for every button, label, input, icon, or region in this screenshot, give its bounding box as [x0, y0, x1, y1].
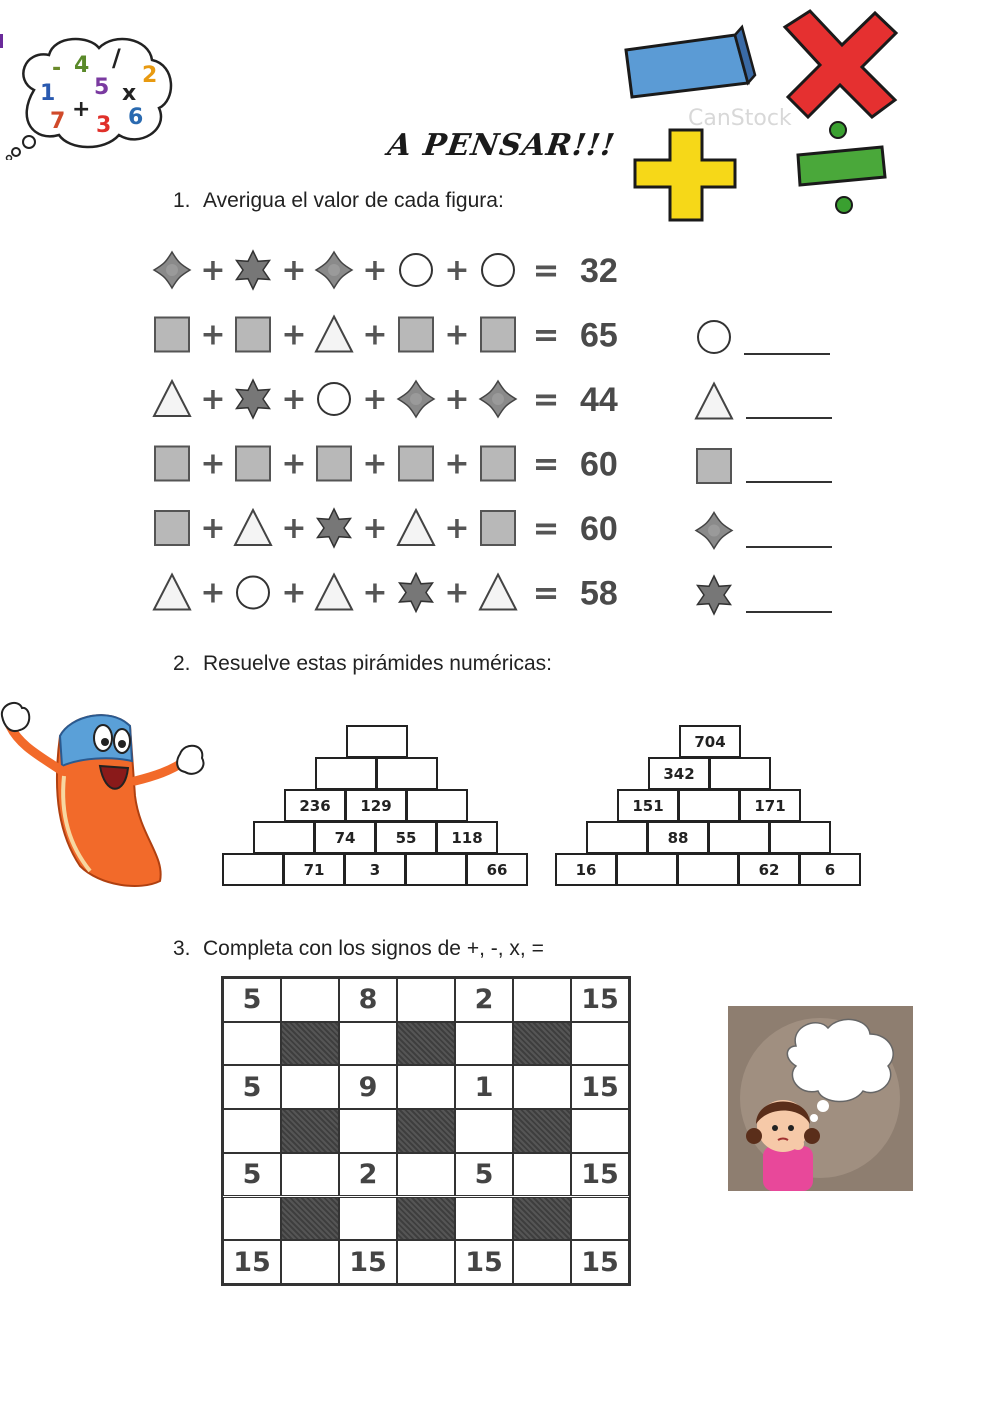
equals-sign: = — [532, 380, 560, 418]
star-icon — [400, 574, 433, 612]
answer-blank-square[interactable] — [746, 479, 832, 483]
exercise-2-instruction: Resuelve estas pirámides numéricas: — [203, 652, 552, 675]
pyramid-cell[interactable] — [253, 821, 315, 854]
triangle-icon — [154, 575, 190, 610]
purple-edge-mark — [0, 34, 3, 48]
circle-icon — [237, 577, 269, 609]
grid-number-cell: 15 — [455, 1240, 513, 1284]
grid-shaded-cell — [281, 1197, 339, 1241]
plus-sign: + — [200, 446, 226, 482]
triangle-icon — [696, 384, 732, 419]
grid-number-cell: 15 — [571, 1065, 629, 1109]
grid-number-cell: 15 — [223, 1240, 281, 1284]
grid-sign-cell[interactable] — [513, 1065, 571, 1109]
grid-sign-cell[interactable] — [281, 978, 339, 1022]
plus-sign: + — [362, 317, 388, 353]
star-icon — [237, 251, 270, 289]
grid-shaded-cell — [513, 1197, 571, 1241]
minus-block-icon — [626, 27, 755, 97]
circle-icon — [400, 254, 432, 286]
plus-sign: + — [444, 446, 470, 482]
equation-row — [155, 316, 618, 355]
star-icon — [698, 576, 731, 614]
pyramid-cell: 129 — [345, 789, 407, 822]
digit-3: 3 — [96, 113, 112, 138]
square-icon — [155, 318, 189, 352]
circle-icon — [698, 321, 730, 353]
pyramid-cell[interactable] — [406, 789, 468, 822]
pyramid-cell: 118 — [436, 821, 498, 854]
grid-sign-cell[interactable] — [513, 1153, 571, 1197]
grid-number-cell: 2 — [339, 1153, 397, 1197]
digit-1: 1 — [40, 81, 56, 106]
girl-thinking-illustration — [728, 1006, 913, 1191]
digit-2: 2 — [142, 63, 158, 88]
square-icon — [155, 447, 189, 481]
plus-sign: + — [444, 575, 470, 611]
plus-sign: + — [200, 382, 226, 417]
digit-x: x — [122, 81, 137, 106]
grid-sign-cell[interactable] — [281, 1240, 339, 1284]
square-icon — [317, 447, 351, 481]
plus-sign: + — [362, 382, 388, 417]
pyramid-cell: 704 — [679, 725, 741, 758]
plus-sign: + — [444, 253, 470, 288]
grid-sign-cell[interactable] — [571, 1109, 629, 1153]
plus-sign: + — [200, 511, 226, 546]
plus-sign: + — [362, 511, 388, 546]
grid-number-cell: 9 — [339, 1065, 397, 1109]
grid-number-cell: 2 — [455, 978, 513, 1022]
pyramid-cell: 342 — [648, 757, 710, 790]
pyramid-cell[interactable] — [677, 853, 739, 886]
pyramid-cell[interactable] — [376, 757, 438, 790]
pyramid-cell[interactable] — [346, 725, 408, 758]
equation-result: 58 — [580, 574, 618, 613]
triangle-icon — [480, 575, 516, 610]
grid-number-cell: 15 — [571, 978, 629, 1022]
answer-blank-star[interactable] — [746, 609, 832, 613]
exercise-1-instruction: Averigua el valor de cada figura: — [203, 189, 504, 212]
grid-number-cell: 5 — [223, 1065, 281, 1109]
pyramid-cell[interactable] — [586, 821, 648, 854]
grid-number-cell: 15 — [571, 1240, 629, 1284]
grid-sign-cell[interactable] — [223, 1197, 281, 1241]
pyramid-cell[interactable] — [315, 757, 377, 790]
equation-result: 32 — [580, 252, 618, 290]
grid-sign-cell[interactable] — [223, 1022, 281, 1066]
plus-sign: + — [281, 317, 307, 353]
equation-row — [155, 445, 618, 484]
pyramid-cell: 16 — [555, 853, 617, 886]
plus-sign: + — [200, 317, 226, 353]
pyramid-cell: 236 — [284, 789, 346, 822]
plus-sign: + — [444, 511, 470, 546]
grid-sign-cell[interactable] — [397, 1240, 455, 1284]
pyramid-cell[interactable] — [709, 757, 771, 790]
square-icon — [236, 447, 270, 481]
grid-sign-cell[interactable] — [339, 1109, 397, 1153]
cross-icon — [696, 513, 732, 549]
grid-sign-cell[interactable] — [339, 1197, 397, 1241]
star-icon — [318, 509, 351, 547]
pyramid-cell[interactable] — [405, 853, 467, 886]
equation-row — [154, 251, 618, 290]
grid-shaded-cell — [513, 1109, 571, 1153]
equals-sign: = — [532, 444, 560, 483]
grid-sign-cell[interactable] — [513, 978, 571, 1022]
grid-sign-cell[interactable] — [455, 1022, 513, 1066]
plus-sign: + — [281, 446, 307, 482]
equals-sign: = — [532, 315, 560, 354]
page-title: A PENSAR!!! — [385, 128, 618, 163]
plus-sign: + — [281, 253, 307, 288]
square-icon — [155, 511, 189, 545]
equation-result: 65 — [580, 316, 618, 355]
digit-4: 4 — [74, 53, 90, 78]
exercise-2-number: 2. — [173, 652, 191, 675]
cross-icon — [480, 381, 516, 417]
pyramid-cell: 62 — [738, 853, 800, 886]
star-icon — [237, 380, 270, 418]
shape-equations — [140, 240, 860, 630]
grid-sign-cell[interactable] — [397, 1065, 455, 1109]
divide-icon — [798, 122, 885, 213]
plus-sign: + — [362, 575, 388, 611]
equals-sign: = — [532, 573, 560, 612]
plus-sign: + — [281, 511, 307, 546]
pyramid-cell: 3 — [344, 853, 406, 886]
grid-sign-cell[interactable] — [339, 1022, 397, 1066]
grid-number-cell: 5 — [223, 1153, 281, 1197]
circle-icon — [318, 383, 350, 415]
square-icon — [697, 449, 731, 483]
pyramid-cell: 171 — [739, 789, 801, 822]
grid-sign-cell[interactable] — [455, 1109, 513, 1153]
digit-plus: + — [72, 97, 91, 122]
digit-6: 6 — [128, 105, 144, 130]
watermark-text: CanStock — [688, 106, 792, 131]
grid-shaded-cell — [397, 1022, 455, 1066]
pyramid-cell: 74 — [314, 821, 376, 854]
answer-blank-triangle[interactable] — [746, 415, 832, 419]
pyramid-cell: 151 — [617, 789, 679, 822]
equation-row — [155, 509, 618, 548]
digit-7: 7 — [50, 109, 66, 134]
digit-minus: - — [52, 56, 62, 81]
plus-sign: + — [281, 382, 307, 417]
cross-icon — [316, 252, 352, 288]
square-icon — [236, 318, 270, 352]
plus-sign: + — [444, 382, 470, 417]
grid-number-cell: 5 — [223, 978, 281, 1022]
triangle-icon — [316, 317, 352, 352]
digit-5: 5 — [94, 75, 110, 100]
answer-blank-cross[interactable] — [746, 544, 832, 548]
answer-key-shapes — [688, 310, 748, 630]
exercise-3-instruction: Completa con los signos de +, -, x, = — [203, 937, 544, 960]
grid-sign-cell[interactable] — [513, 1240, 571, 1284]
square-icon — [399, 447, 433, 481]
plus-sign: + — [200, 575, 226, 611]
triangle-icon — [154, 381, 190, 416]
plus-sign: + — [444, 317, 470, 353]
triangle-icon — [235, 510, 271, 545]
grid-sign-cell[interactable] — [281, 1153, 339, 1197]
grid-sign-cell[interactable] — [571, 1022, 629, 1066]
triangle-icon — [316, 575, 352, 610]
pyramid-cell: 55 — [375, 821, 437, 854]
pyramid-cell: 66 — [466, 853, 528, 886]
pyramid-cell: 88 — [647, 821, 709, 854]
plus-sign: + — [200, 253, 226, 288]
exercise-3-number: 3. — [173, 937, 191, 960]
pyramid-1 — [222, 725, 533, 890]
grid-shaded-cell — [281, 1022, 339, 1066]
pyramid-2 — [555, 725, 866, 890]
grid-number-cell: 15 — [339, 1240, 397, 1284]
grid-shaded-cell — [513, 1022, 571, 1066]
grid-number-cell: 15 — [571, 1153, 629, 1197]
answer-blank-circle[interactable] — [744, 351, 830, 355]
plus-block-icon — [635, 130, 735, 220]
thought-bubble-numbers — [4, 30, 184, 160]
equation-result: 60 — [580, 445, 618, 484]
grid-sign-cell[interactable] — [223, 1109, 281, 1153]
pyramid-cell[interactable] — [708, 821, 770, 854]
grid-number-cell: 1 — [455, 1065, 513, 1109]
grid-sign-cell[interactable] — [455, 1197, 513, 1241]
pyramid-cell[interactable] — [222, 853, 284, 886]
digit-slash: / — [112, 44, 121, 72]
equation-row — [154, 574, 618, 613]
square-icon — [399, 318, 433, 352]
math-operators-illustration — [610, 5, 900, 230]
grid-shaded-cell — [397, 1109, 455, 1153]
grid-sign-cell[interactable] — [397, 1153, 455, 1197]
square-icon — [481, 511, 515, 545]
signs-grid — [221, 976, 631, 1286]
plus-sign: + — [362, 446, 388, 482]
exercise-1-number: 1. — [173, 189, 191, 212]
pyramid-cell: 71 — [283, 853, 345, 886]
circle-icon — [482, 254, 514, 286]
pyramid-cell[interactable] — [769, 821, 831, 854]
cross-icon — [398, 381, 434, 417]
grid-number-cell: 8 — [339, 978, 397, 1022]
pyramid-cell: 6 — [799, 853, 861, 886]
grid-shaded-cell — [281, 1109, 339, 1153]
grid-shaded-cell — [397, 1197, 455, 1241]
triangle-icon — [398, 510, 434, 545]
square-icon — [481, 318, 515, 352]
grid-sign-cell[interactable] — [281, 1065, 339, 1109]
equation-result: 60 — [580, 510, 618, 548]
plus-sign: + — [281, 575, 307, 611]
equals-sign: = — [532, 509, 560, 547]
grid-sign-cell[interactable] — [397, 978, 455, 1022]
grid-sign-cell[interactable] — [571, 1197, 629, 1241]
eraser-character-illustration — [0, 686, 210, 901]
equation-row — [154, 380, 618, 419]
equals-sign: = — [532, 251, 560, 289]
grid-number-cell: 5 — [455, 1153, 513, 1197]
pyramid-cell[interactable] — [678, 789, 740, 822]
multiply-x-icon — [785, 11, 896, 117]
plus-sign: + — [362, 253, 388, 288]
cross-icon — [154, 252, 190, 288]
equation-result: 44 — [580, 381, 618, 419]
square-icon — [481, 447, 515, 481]
pyramid-cell[interactable] — [616, 853, 678, 886]
